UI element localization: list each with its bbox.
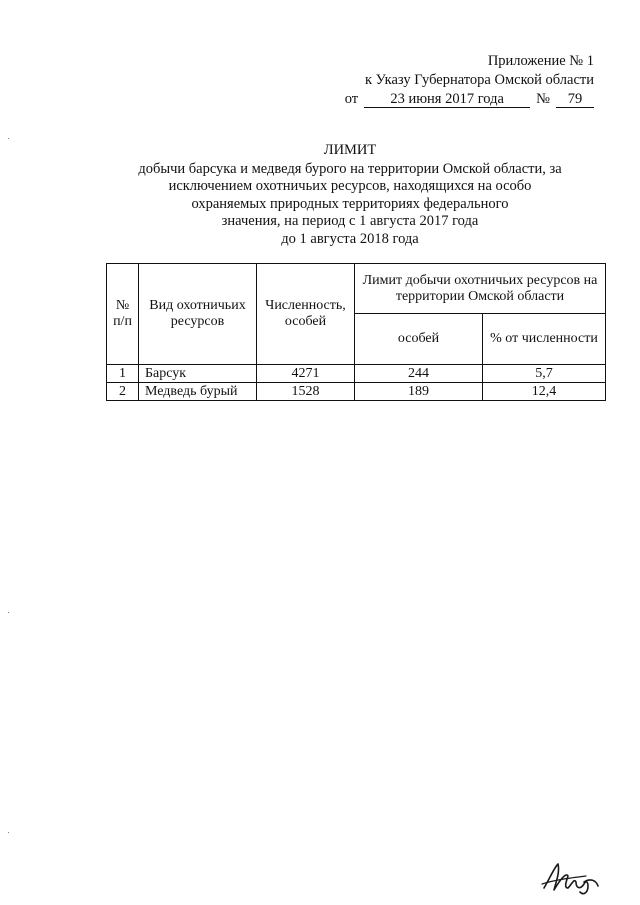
- appendix-decree-ref: к Указу Губернатора Омской области: [364, 72, 594, 88]
- appendix-date-line: [345, 90, 594, 109]
- handwritten-signature: [540, 858, 602, 898]
- margin-mark: [8, 612, 9, 613]
- number-label: №: [536, 91, 550, 107]
- header-num: № п/п: [107, 264, 139, 365]
- decree-date: 23 июня 2017 года: [364, 92, 530, 108]
- cell-species: Барсук: [139, 365, 257, 383]
- margin-mark: [8, 138, 9, 139]
- cell-limit-percent: 12,4: [483, 383, 606, 401]
- title-line: значения, на период с 1 августа 2017 года: [221, 213, 479, 230]
- title-heading: ЛИМИТ: [323, 142, 377, 158]
- title-line: до 1 августа 2018 года: [281, 230, 419, 247]
- cell-limit-count: 244: [355, 365, 483, 383]
- table-row: [107, 365, 606, 383]
- header-population: Численность, особей: [257, 264, 355, 365]
- title-line: охраняемых природных территориях федерального: [191, 195, 509, 212]
- appendix-number: Приложение № 1: [487, 53, 594, 69]
- margin-mark: [8, 832, 9, 833]
- date-prefix: от: [344, 91, 359, 107]
- header-limit-group: Лимит добычи охотничьих ресурсов на территории Омской области: [355, 264, 606, 314]
- cell-limit-count: 189: [355, 383, 483, 401]
- cell-population: 1528: [257, 383, 355, 401]
- document-title: [100, 142, 600, 249]
- appendix-header: [345, 52, 594, 109]
- cell-limit-percent: 5,7: [483, 365, 606, 383]
- title-line: исключением охотничьих ресурсов, находящихся на особо: [168, 178, 532, 195]
- header-species: Вид охотничьих ресурсов: [139, 264, 257, 365]
- cell-species: Медведь бурый: [139, 383, 257, 401]
- table-row: [107, 383, 606, 401]
- title-line: добычи барсука и медведя бурого на территории Омской области, за: [138, 160, 562, 177]
- cell-num: 2: [107, 383, 139, 401]
- header-limit-percent: % от численности: [483, 314, 606, 365]
- decree-number: 79: [556, 92, 594, 108]
- limits-table: [106, 263, 606, 401]
- cell-num: 1: [107, 365, 139, 383]
- header-limit-count: особей: [355, 314, 483, 365]
- cell-population: 4271: [257, 365, 355, 383]
